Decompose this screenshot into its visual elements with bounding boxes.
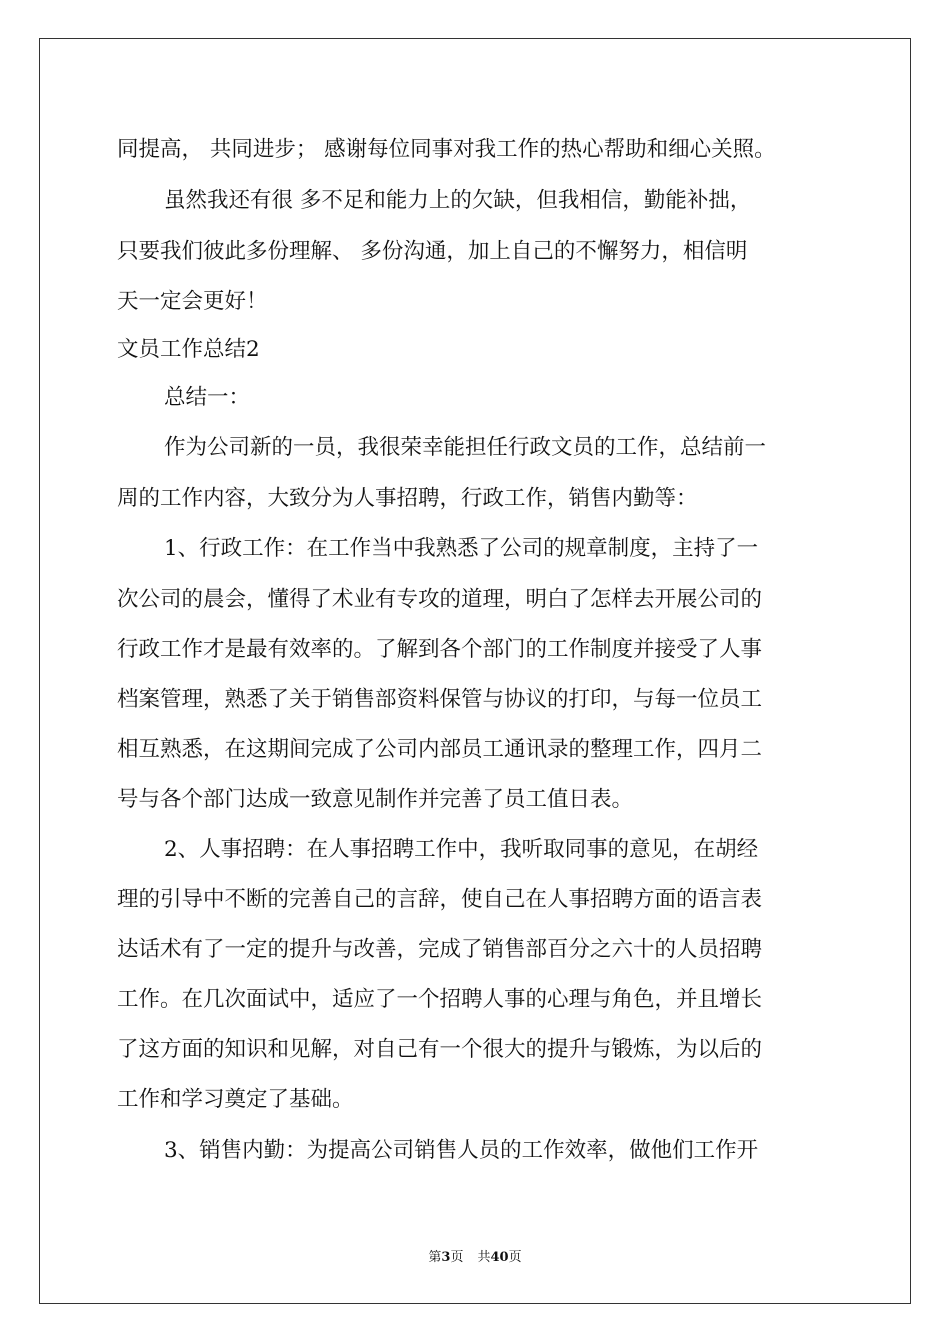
text-line: 了这方面的知识和见解，对自己有一个很大的提升与锻炼，为以后的 bbox=[117, 1037, 763, 1062]
text-line: 2、人事招聘：在人事招聘工作中，我听取同事的意见，在胡经 bbox=[164, 837, 759, 862]
footer-total-unit: 页 bbox=[508, 1250, 522, 1265]
text-line: 工作和学习奠定了基础。 bbox=[117, 1087, 354, 1112]
footer-total-prefix: 共 bbox=[477, 1250, 491, 1265]
text-line: 档案管理，熟悉了关于销售部资料保管与协议的打印，与每一位员工 bbox=[117, 687, 763, 712]
text-line: 1、行政工作：在工作当中我熟悉了公司的规章制度，主持了一 bbox=[164, 536, 759, 561]
text-line: 达话术有了一定的提升与改善，完成了销售部百分之六十的人员招聘 bbox=[117, 937, 763, 962]
text-line: 相互熟悉，在这期间完成了公司内部员工通讯录的整理工作，四月二 bbox=[117, 737, 763, 762]
text-line: 总结一： bbox=[164, 385, 251, 410]
footer-total-pages: 40 bbox=[490, 1250, 509, 1265]
text-line: 周的工作内容，大致分为人事招聘，行政工作，销售内勤等： bbox=[117, 486, 698, 511]
text-line: 作为公司新的一员，我很荣幸能担任行政文员的工作，总结前一 bbox=[164, 435, 767, 460]
footer-page-number: 3 bbox=[441, 1250, 451, 1265]
page-footer bbox=[0, 1248, 950, 1268]
text-line: 虽然我还有很 多不足和能力上的欠缺，但我相信，勤能补拙， bbox=[164, 188, 752, 213]
footer-page-unit: 页 bbox=[450, 1250, 464, 1265]
text-line: 号与各个部门达成一致意见制作并完善了员工值日表。 bbox=[117, 787, 634, 812]
footer-page-prefix: 第 bbox=[428, 1250, 442, 1265]
text-line: 天一定会更好！ bbox=[117, 289, 268, 314]
text-line: 次公司的晨会，懂得了术业有专攻的道理，明白了怎样去开展公司的 bbox=[117, 587, 763, 612]
text-line: 工作。在几次面试中，适应了一个招聘人事的心理与角色，并且增长 bbox=[117, 987, 763, 1012]
text-line: 理的引导中不断的完善自己的言辞，使自己在人事招聘方面的语言表 bbox=[117, 887, 763, 912]
text-line: 同提高， 共同进步； 感谢每位同事对我工作的热心帮助和细心关照。 bbox=[117, 137, 776, 162]
section-heading: 文员工作总结2 bbox=[117, 337, 260, 362]
text-line: 行政工作才是最有效率的。了解到各个部门的工作制度并接受了人事 bbox=[117, 637, 763, 662]
text-line: 只要我们彼此多份理解、 多份沟通，加上自己的不懈努力，相信明 bbox=[117, 239, 748, 264]
text-line: 3、销售内勤：为提高公司销售人员的工作效率，做他们工作开 bbox=[164, 1138, 759, 1163]
